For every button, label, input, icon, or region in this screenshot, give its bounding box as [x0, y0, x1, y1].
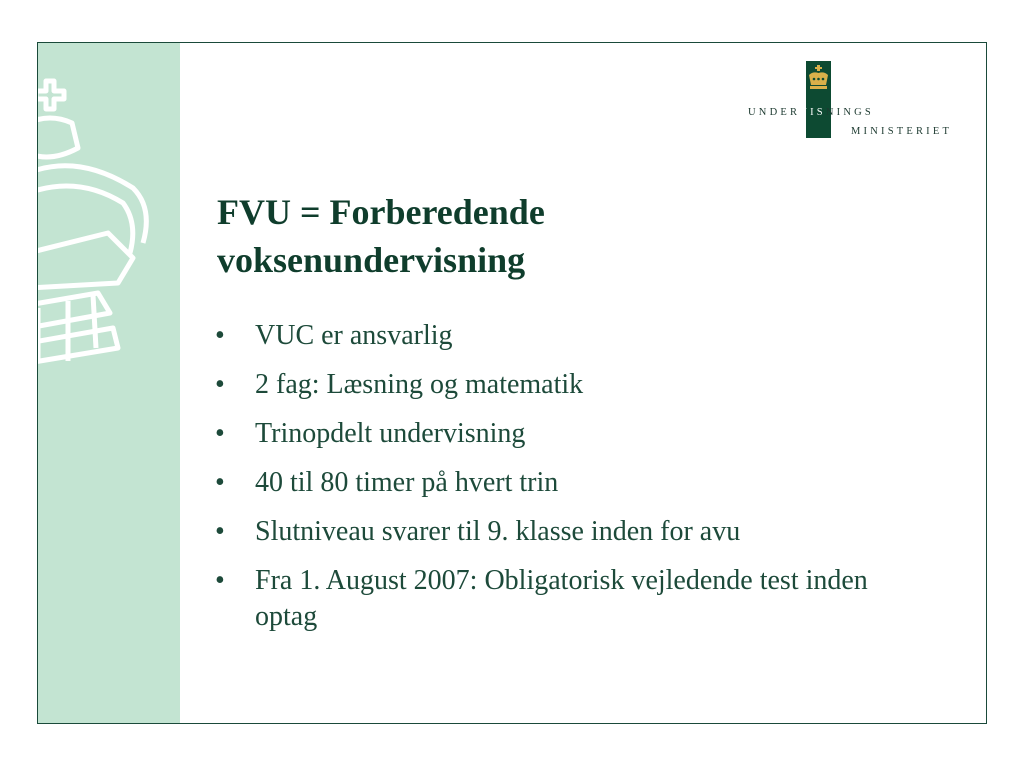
logo-block: [806, 61, 831, 138]
bullet-dot: •: [215, 418, 225, 449]
bullet-item: [213, 514, 933, 550]
crown-watermark-icon: [38, 43, 180, 723]
bullet-item: [213, 416, 933, 452]
slide-title-line2: voksenundervisning: [217, 240, 526, 280]
bullet-item: [213, 318, 933, 354]
logo-text-line1: UNDERVISNINGS: [748, 107, 874, 118]
slide-frame: [37, 42, 987, 724]
bullet-dot: •: [215, 320, 225, 351]
bullet-text: Trinopdelt undervisning: [255, 418, 526, 449]
bullet-item: [213, 465, 933, 501]
bullet-text: Fra 1. August 2007: Obligatorisk vejledende test inden optag: [255, 565, 868, 632]
crown-icon: [808, 65, 829, 91]
bullet-text: 40 til 80 timer på hvert trin: [255, 467, 559, 498]
bullet-text: VUC er ansvarlig: [255, 320, 453, 351]
bullet-item: [213, 563, 933, 635]
ministry-logo: [748, 61, 978, 141]
bullet-dot: •: [215, 516, 225, 547]
bullet-dot: •: [215, 565, 225, 596]
bullet-dot: •: [215, 467, 225, 498]
logo-text-line2: MINISTERIET: [851, 126, 953, 137]
side-band: [38, 43, 180, 723]
bullet-item: [213, 367, 933, 403]
bullet-list: [213, 318, 933, 648]
slide-title: [217, 188, 817, 284]
slide-title-line1: FVU = Forberedende: [217, 192, 545, 232]
bullet-dot: •: [215, 369, 225, 400]
bullet-text: Slutniveau svarer til 9. klasse inden for avu: [255, 516, 741, 547]
bullet-text: 2 fag: Læsning og matematik: [255, 369, 584, 400]
